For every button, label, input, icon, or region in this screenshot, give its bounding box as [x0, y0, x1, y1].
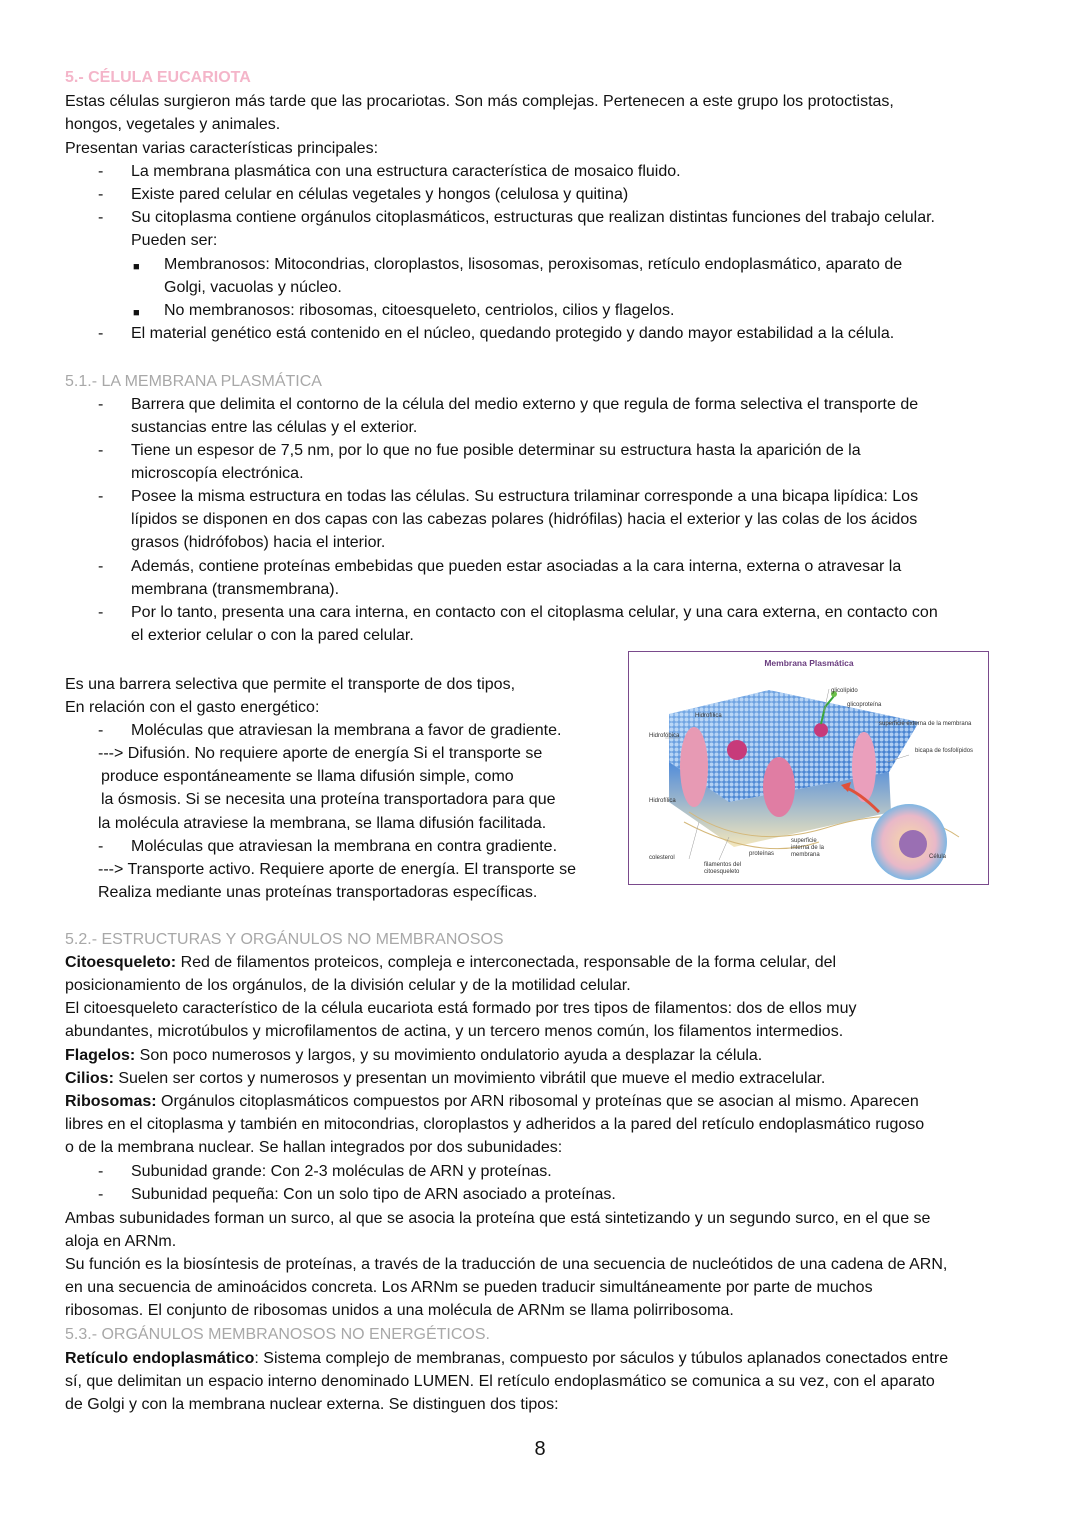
paragraph-line: sí, que delimitan un espacio interno denominado LUMEN. El retículo endoplasmático se comunica a su vez, con el aparato — [65, 1373, 935, 1390]
paragraph-line: Ambas subunidades forman un surco, al que se asocia la proteína que está sintetizando y un segundo surco, en el que se — [65, 1210, 931, 1227]
label-celula: Célula — [929, 854, 947, 860]
bullet-dash: - — [98, 838, 104, 855]
list-item: Subunidad pequeña: Con un solo tipo de ARN asociado a proteínas. — [131, 1186, 616, 1203]
membrane-illustration — [629, 652, 987, 883]
protein-shape — [763, 757, 795, 817]
protein-shape — [814, 723, 828, 737]
list-item: Moléculas que atraviesan la membrana a favor de gradiente. — [131, 722, 562, 739]
paragraph-line: abundantes, microtúbulos y microfilamentos de actina, y un tercero menos común, los filamentos intermedios. — [65, 1023, 844, 1040]
section-heading: 5.2.- ESTRUCTURAS Y ORGÁNULOS NO MEMBRANOSOS — [65, 931, 504, 948]
list-item: Por lo tanto, presenta una cara interna, en contacto con el citoplasma celular, y una cara externa, en contacto con — [131, 604, 938, 621]
paragraph-line: Estas células surgieron más tarde que las procariotas. Son más complejas. Pertenecen a este grupo los protoctistas, — [65, 93, 894, 110]
paragraph-line: o de la membrana nuclear. Se hallan integrados por dos subunidades: — [65, 1139, 563, 1156]
bullet-dash: - — [98, 163, 104, 180]
label-filamentos: filamentos del — [704, 862, 742, 868]
paragraph-line: Realiza mediante unas proteínas transportadoras específicas. — [98, 884, 538, 901]
sub-list-item: Membranosos: Mitocondrias, cloroplastos, lisosomas, peroxisomas, retículo endoplasmático, aparato de — [164, 256, 903, 273]
bullet-dash: - — [98, 325, 104, 342]
list-item: Tiene un espesor de 7,5 nm, por lo que no fue posible determinar su estructura hasta la aparición de la — [131, 442, 861, 459]
list-item-cont: Pueden ser: — [131, 232, 218, 249]
figure-title: Membrana Plasmática — [764, 658, 854, 668]
term: Retículo endoplasmático — [65, 1350, 255, 1367]
list-item: Su citoplasma contiene orgánulos citoplasmáticos, estructuras que realizan distintas funciones del trabajo celular. — [131, 209, 935, 226]
sub-list-item: No membranosos: ribosomas, citoesqueleto, centriolos, cilios y flagelos. — [164, 302, 675, 319]
term: Flagelos: — [65, 1047, 136, 1064]
paragraph-line: de Golgi y con la membrana nuclear externa. Se distinguen dos tipos: — [65, 1396, 559, 1413]
term-text: : Sistema complejo de membranas, compuesto por sáculos y túbulos aplanados conectados entre — [254, 1350, 949, 1367]
list-item: Subunidad grande: Con 2-3 moléculas de ARN y proteínas. — [131, 1163, 552, 1180]
term-text: Red de filamentos proteicos, compleja e interconectada, responsable de la forma celular, del — [176, 954, 837, 971]
paragraph-line: aloja en ARNm. — [65, 1233, 177, 1250]
list-item-cont: grasos (hidrófobos) hacia el interior. — [131, 534, 386, 551]
paragraph-line — [65, 1347, 1025, 1370]
term-text: Suelen ser cortos y numerosos y presentan un movimiento vibrátil que mueve el medio extracelular. — [113, 1070, 826, 1087]
paragraph-line: libres en el citoplasma y también en mitocondrias, cloroplastos y adheridos a la pared del retículo endoplasmático rugoso — [65, 1116, 925, 1133]
list-item-cont: microscopía electrónica. — [131, 465, 304, 482]
label-superficie-interna: membrana — [791, 852, 820, 858]
section-heading: 5.1.- LA MEMBRANA PLASMÁTICA — [65, 373, 322, 390]
paragraph-line: produce espontáneamente se llama difusión simple, como — [101, 768, 514, 785]
bullet-dash: - — [98, 209, 104, 226]
paragraph-line: Presentan varias características principales: — [65, 140, 379, 157]
paragraph-line: la ósmosis. Si se necesita una proteína transportadora para que — [101, 791, 556, 808]
paragraph-line: ---> Difusión. No requiere aporte de energía Si el transporte se — [98, 745, 543, 762]
label-superficie-interna: superficie — [791, 838, 817, 844]
bullet-dash: - — [98, 722, 104, 739]
bullet-dash: - — [98, 1186, 104, 1203]
term-text: Son poco numerosos y largos, y su movimiento ondulatorio ayuda a desplazar la célula. — [135, 1047, 763, 1064]
paragraph-line — [65, 1090, 1025, 1113]
membrane-figure — [628, 651, 989, 885]
label-superficie-interna: interna de la — [791, 845, 825, 851]
paragraph-line: Es una barrera selectiva que permite el transporte de dos tipos, — [65, 676, 516, 693]
bullet-square: ■ — [133, 261, 140, 273]
bullet-dash: - — [98, 558, 104, 575]
paragraph-line: en una secuencia de aminoácidos concreta. Los ARNm se pueden traducir simultáneamente por parte de muchos — [65, 1279, 873, 1296]
list-item: Además, contiene proteínas embebidas que pueden estar asociadas a la cara interna, externa o atravesar la — [131, 558, 902, 575]
bullet-square: ■ — [133, 307, 140, 319]
list-item: Barrera que delimita el contorno de la célula del medio externo y que regula de forma selectiva el transporte de — [131, 396, 919, 413]
label-glicolipido: glicolípido — [831, 688, 858, 694]
paragraph-line: ribosomas. El conjunto de ribosomas unidos a una molécula de ARNm se llama polirribosoma. — [65, 1302, 734, 1319]
paragraph-line: posicionamiento de los orgánulos, de la división celular y de la motilidad celular. — [65, 977, 631, 994]
paragraph-line: En relación con el gasto energético: — [65, 699, 320, 716]
sub-list-item-cont: Golgi, vacuolas y núcleo. — [164, 279, 342, 296]
bullet-dash: - — [98, 488, 104, 505]
paragraph-line: la molécula atraviese la membrana, se llama difusión facilitada. — [98, 815, 547, 832]
list-item-cont: lípidos se disponen en dos capas con las cabezas polares (hidrófilas) hacia el exterior y las colas de los ácidos — [131, 511, 918, 528]
paragraph-line: hongos, vegetales y animales. — [65, 116, 281, 133]
label-filamentos: citoesqueleto — [704, 869, 740, 875]
label-hidrofilica-left: Hidrofílica — [649, 798, 676, 804]
label-hidrofilica: Hidrofílica — [695, 713, 722, 719]
label-colesterol: colesterol — [649, 855, 675, 861]
term: Cilios: — [65, 1070, 114, 1087]
list-item-cont: sustancias entre las células y el exterior. — [131, 419, 418, 436]
term: Citoesqueleto: — [65, 954, 177, 971]
protein-shape — [680, 727, 708, 807]
bullet-dash: - — [98, 1163, 104, 1180]
list-item-cont: el exterior celular o con la pared celular. — [131, 627, 414, 644]
bullet-dash: - — [98, 186, 104, 203]
list-item: Moléculas que atraviesan la membrana en contra gradiente. — [131, 838, 558, 855]
paragraph-line — [65, 951, 1025, 974]
list-item: Posee la misma estructura en todas las células. Su estructura trilaminar corresponde a una bicapa lipídica: Los — [131, 488, 919, 505]
protein-shape — [727, 740, 747, 760]
label-proteinas: proteínas — [749, 851, 775, 857]
term-text: Orgánulos citoplasmáticos compuestos por ARN ribosomal y proteínas que se asocian al mismo. Aparecen — [156, 1093, 919, 1110]
section-heading: 5.3.- ORGÁNULOS MEMBRANOSOS NO ENERGÉTICOS. — [65, 1326, 490, 1343]
label-hidrofobica: Hidrofóbica — [649, 733, 680, 739]
paragraph-line — [65, 1067, 1025, 1090]
label-glicoproteina: glicoproteína — [847, 702, 882, 708]
list-item: La membrana plasmática con una estructura característica de mosaico fluido. — [131, 163, 681, 180]
list-item: El material genético está contenido en el núcleo, quedando protegido y dando mayor estabilidad a la célula. — [131, 325, 895, 342]
section-heading: 5.- CÉLULA EUCARIOTA — [65, 69, 251, 86]
paragraph-line: Su función es la biosíntesis de proteínas, a través de la traducción de una secuencia de nucleótidos de una cadena de ARN, — [65, 1256, 948, 1273]
bullet-dash: - — [98, 396, 104, 413]
bullet-dash: - — [98, 442, 104, 459]
paragraph-line: El citoesqueleto característico de la célula eucariota está formado por tres tipos de filamentos: dos de ellos muy — [65, 1000, 857, 1017]
paragraph-line — [65, 1044, 1025, 1067]
label-superficie-externa: superficie externa de la membrana — [879, 721, 972, 727]
list-item: Existe pared celular en células vegetales y hongos (celulosa y quitina) — [131, 186, 629, 203]
term: Ribosomas: — [65, 1093, 157, 1110]
label-bicapa: bicapa de fosfolípidos — [915, 748, 974, 754]
paragraph-line: ---> Transporte activo. Requiere aporte de energía. El transporte se — [98, 861, 577, 878]
bullet-dash: - — [98, 604, 104, 621]
page-number: 8 — [534, 1438, 546, 1460]
list-item-cont: membrana (transmembrana). — [131, 581, 340, 598]
